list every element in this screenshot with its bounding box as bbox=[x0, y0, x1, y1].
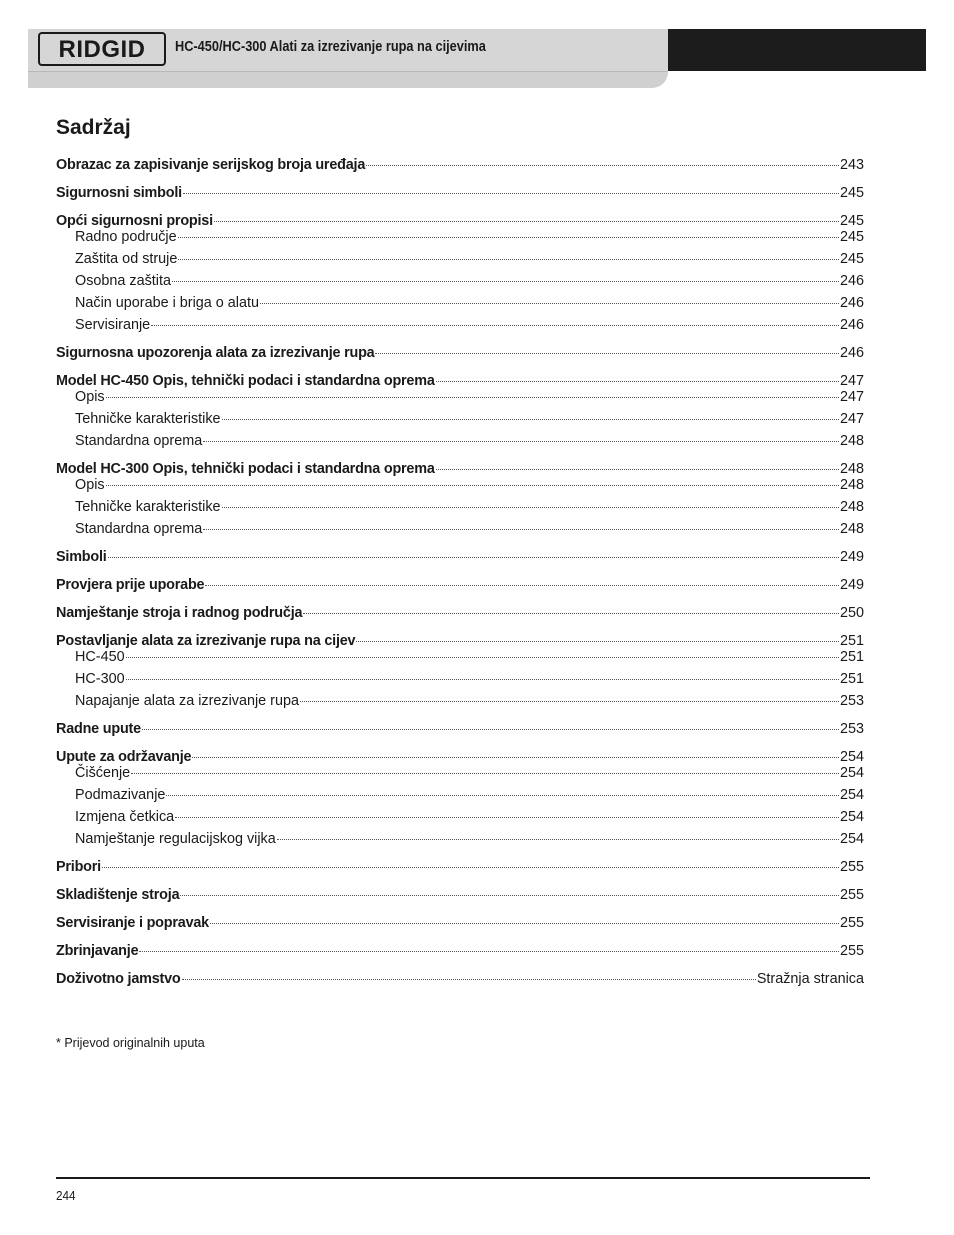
toc-entry[interactable] bbox=[56, 885, 864, 905]
toc-entry[interactable] bbox=[56, 387, 864, 407]
toc-leader-dots bbox=[436, 380, 839, 382]
toc-entry-page: 245 bbox=[839, 229, 864, 245]
toc-leader-dots bbox=[178, 236, 839, 238]
toc-entry-label: Tehničke karakteristike bbox=[75, 499, 221, 515]
toc-entry[interactable] bbox=[56, 431, 864, 451]
toc-entry-label: Opći sigurnosni propisi bbox=[56, 213, 213, 229]
toc-leader-dots bbox=[172, 280, 839, 282]
toc-entry-label: Čišćenje bbox=[75, 765, 131, 781]
toc-entry-page: 248 bbox=[839, 521, 864, 537]
toc-entry[interactable] bbox=[56, 913, 864, 933]
toc-entry-page: 254 bbox=[839, 809, 864, 825]
toc-leader-dots bbox=[106, 396, 839, 398]
toc-entry[interactable] bbox=[56, 807, 864, 827]
toc-entry-label: Zbrinjavanje bbox=[56, 943, 139, 959]
toc-entry-label: Postavljanje alata za izrezivanje rupa na cijev bbox=[56, 633, 356, 649]
toc-leader-dots bbox=[356, 640, 839, 642]
header-bar-lower bbox=[28, 72, 668, 88]
toc-entry[interactable] bbox=[56, 227, 864, 247]
toc-leader-dots bbox=[175, 816, 839, 818]
toc-entry[interactable] bbox=[56, 183, 864, 203]
toc-entry[interactable] bbox=[56, 829, 864, 849]
toc-entry-page: 254 bbox=[839, 787, 864, 803]
toc-entry-label: Sigurnosna upozorenja alata za izrezivanje rupa bbox=[56, 345, 375, 361]
toc-entry-label: Radno područje bbox=[75, 229, 177, 245]
toc-entry[interactable] bbox=[56, 155, 864, 175]
toc-leader-dots bbox=[375, 352, 839, 354]
toc-entry[interactable] bbox=[56, 249, 864, 269]
toc-leader-dots bbox=[260, 302, 839, 304]
toc-entry-label: HC-300 bbox=[75, 671, 125, 687]
toc-leader-dots bbox=[222, 418, 839, 420]
toc-entry-label: Model HC-300 Opis, tehnički podaci i standardna oprema bbox=[56, 461, 435, 477]
toc-entry-page: 245 bbox=[839, 213, 864, 229]
toc-entry-label: Osobna zaštita bbox=[75, 273, 171, 289]
toc-entry[interactable] bbox=[56, 519, 864, 539]
toc-entry-label: Opis bbox=[75, 477, 105, 493]
svg-text:RIDGID: RIDGID bbox=[58, 36, 146, 63]
toc-entry-page: 248 bbox=[839, 433, 864, 449]
toc-entry-page: 246 bbox=[839, 295, 864, 311]
toc-entry-page: 248 bbox=[839, 461, 864, 477]
toc-entry-page: 254 bbox=[839, 749, 864, 765]
toc-entry-label: Upute za održavanje bbox=[56, 749, 192, 765]
toc-entry[interactable] bbox=[56, 293, 864, 313]
toc-entry[interactable] bbox=[56, 785, 864, 805]
toc-entry-page: 248 bbox=[839, 477, 864, 493]
toc-leader-dots bbox=[126, 656, 839, 658]
toc-entry-page: 247 bbox=[839, 411, 864, 427]
toc-entry-label: HC-450 bbox=[75, 649, 125, 665]
toc-entry[interactable] bbox=[56, 719, 864, 739]
toc-entry[interactable] bbox=[56, 547, 864, 567]
toc-leader-dots bbox=[366, 164, 839, 166]
toc-entry[interactable] bbox=[56, 575, 864, 595]
toc-entry-page: 255 bbox=[839, 887, 864, 903]
toc-entry-page: 251 bbox=[839, 649, 864, 665]
toc-entry-label: Podmazivanje bbox=[75, 787, 166, 803]
toc-entry-label: Standardna oprema bbox=[75, 433, 203, 449]
toc-entry-label: Doživotno jamstvo bbox=[56, 971, 181, 987]
toc-leader-dots bbox=[182, 978, 756, 980]
toc-entry-label: Sigurnosni simboli bbox=[56, 185, 182, 201]
toc-leader-dots bbox=[108, 556, 839, 558]
toc-entry-page: 253 bbox=[839, 693, 864, 709]
toc-leader-dots bbox=[436, 468, 839, 470]
toc-leader-dots bbox=[203, 440, 839, 442]
toc-entry-label: Pribori bbox=[56, 859, 101, 875]
toc-leader-dots bbox=[139, 950, 839, 952]
toc-leader-dots bbox=[102, 866, 839, 868]
toc-entry-page: Stražnja stranica bbox=[756, 971, 864, 987]
toc-leader-dots bbox=[166, 794, 839, 796]
toc-entry[interactable] bbox=[56, 941, 864, 961]
toc-entry-label: Izmjena četkica bbox=[75, 809, 175, 825]
toc-entry-label: Simboli bbox=[56, 549, 107, 565]
toc-entry-page: 250 bbox=[839, 605, 864, 621]
toc-entry-page: 246 bbox=[839, 345, 864, 361]
toc-entry-label: Radne upute bbox=[56, 721, 141, 737]
toc-leader-dots bbox=[300, 700, 839, 702]
ridgid-logo bbox=[38, 32, 166, 66]
toc-entry-page: 243 bbox=[839, 157, 864, 173]
toc-entry-page: 251 bbox=[839, 671, 864, 687]
toc-entry[interactable] bbox=[56, 691, 864, 711]
toc-entry[interactable] bbox=[56, 763, 864, 783]
toc-leader-dots bbox=[180, 894, 839, 896]
toc-leader-dots bbox=[131, 772, 839, 774]
toc-entry-page: 246 bbox=[839, 317, 864, 333]
toc-entry-page: 254 bbox=[839, 765, 864, 781]
toc-entry-label: Namještanje regulacijskog vijka bbox=[75, 831, 276, 847]
toc-entry-page: 249 bbox=[839, 577, 864, 593]
toc-entry[interactable] bbox=[56, 475, 864, 495]
toc-entry-label: Napajanje alata za izrezivanje rupa bbox=[75, 693, 299, 709]
toc-entry-page: 245 bbox=[839, 185, 864, 201]
toc-entry-label: Obrazac za zapisivanje serijskog broja uređaja bbox=[56, 157, 366, 173]
document-title: HC-450/HC-300 Alati za izrezivanje rupa na cijevima bbox=[175, 39, 486, 55]
toc-entry[interactable] bbox=[56, 343, 864, 363]
toc-entry[interactable] bbox=[56, 497, 864, 517]
toc-entry-page: 247 bbox=[839, 389, 864, 405]
toc-entry-page: 245 bbox=[839, 251, 864, 267]
toc-entry-label: Servisiranje i popravak bbox=[56, 915, 209, 931]
toc-entry[interactable] bbox=[56, 857, 864, 877]
toc-entry-label: Servisiranje bbox=[75, 317, 151, 333]
toc-leader-dots bbox=[126, 678, 839, 680]
toc-entry[interactable] bbox=[56, 315, 864, 335]
toc-leader-dots bbox=[210, 922, 839, 924]
toc-entry-page: 247 bbox=[839, 373, 864, 389]
toc-leader-dots bbox=[277, 838, 839, 840]
toc-entry[interactable] bbox=[56, 969, 864, 989]
translation-footnote: * Prijevod originalnih uputa bbox=[56, 1036, 205, 1050]
toc-leader-dots bbox=[222, 506, 839, 508]
toc-entry-label: Skladištenje stroja bbox=[56, 887, 180, 903]
toc-leader-dots bbox=[151, 324, 839, 326]
toc-leader-dots bbox=[205, 584, 839, 586]
toc-leader-dots bbox=[106, 484, 839, 486]
toc-entry[interactable] bbox=[56, 603, 864, 623]
toc-leader-dots bbox=[303, 612, 839, 614]
toc-entry[interactable] bbox=[56, 409, 864, 429]
toc-entry-label: Tehničke karakteristike bbox=[75, 411, 221, 427]
toc-entry-label: Model HC-450 Opis, tehnički podaci i standardna oprema bbox=[56, 373, 435, 389]
toc-entry-page: 255 bbox=[839, 915, 864, 931]
toc-entry-page: 254 bbox=[839, 831, 864, 847]
toc-entry-page: 248 bbox=[839, 499, 864, 515]
toc-entry[interactable] bbox=[56, 271, 864, 291]
toc-entry-page: 249 bbox=[839, 549, 864, 565]
toc-entry-label: Provjera prije uporabe bbox=[56, 577, 205, 593]
toc-entry-label: Namještanje stroja i radnog područja bbox=[56, 605, 303, 621]
toc-leader-dots bbox=[192, 756, 839, 758]
toc-title: Sadržaj bbox=[56, 116, 131, 139]
toc-leader-dots bbox=[214, 220, 839, 222]
page-number: 244 bbox=[56, 1188, 76, 1203]
toc-leader-dots bbox=[203, 528, 839, 530]
toc-entry-page: 251 bbox=[839, 633, 864, 649]
toc-entry-label: Standardna oprema bbox=[75, 521, 203, 537]
toc-entry[interactable] bbox=[56, 669, 864, 689]
toc-entry-label: Način uporabe i briga o alatu bbox=[75, 295, 260, 311]
header-dark-block bbox=[668, 29, 926, 71]
toc-leader-dots bbox=[142, 728, 839, 730]
toc-leader-dots bbox=[183, 192, 839, 194]
toc-entry-page: 255 bbox=[839, 943, 864, 959]
footer-rule bbox=[56, 1177, 870, 1179]
toc-entry-page: 253 bbox=[839, 721, 864, 737]
toc-entry-page: 246 bbox=[839, 273, 864, 289]
toc-entry[interactable] bbox=[56, 647, 864, 667]
toc-entry-label: Zaštita od struje bbox=[75, 251, 178, 267]
toc-leader-dots bbox=[178, 258, 839, 260]
toc-entry-page: 255 bbox=[839, 859, 864, 875]
toc-entry-label: Opis bbox=[75, 389, 105, 405]
